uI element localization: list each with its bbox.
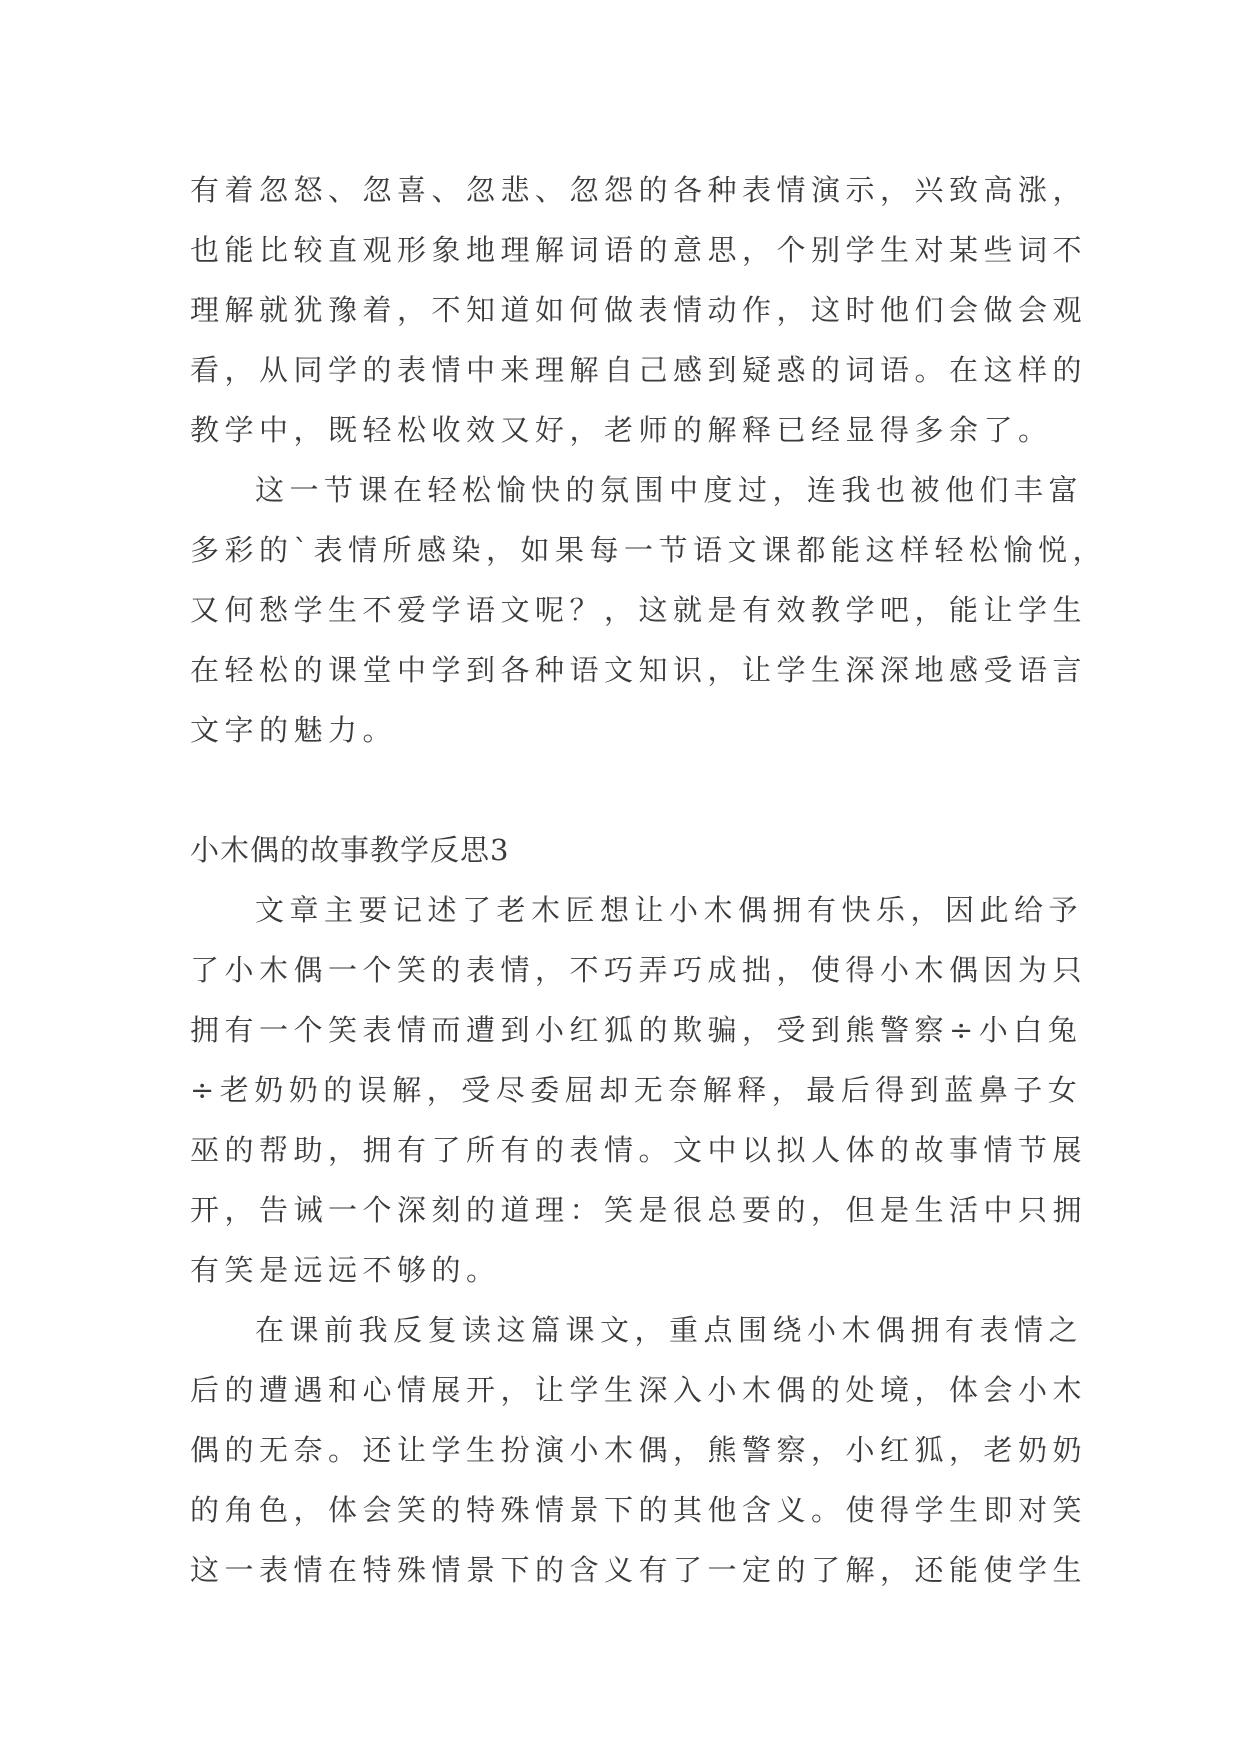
text-line: 有着忽怒、忽喜、忽悲、忽怨的各种表情演示，兴致高涨，: [190, 173, 1088, 207]
text-line: 在轻松的课堂中学到各种语文知识，让学生深深地感受语言: [190, 653, 1088, 687]
text-line: 多彩的`表情所感染，如果每一节语文课都能这样轻松愉悦，: [190, 533, 1108, 567]
text-line: 这一表情在特殊情景下的含义有了一定的了解，还能使学生: [190, 1553, 1088, 1587]
text-line: 开，告诫一个深刻的道理：笑是很总要的，但是生活中只拥: [190, 1193, 1088, 1227]
text-line: 文字的魅力。: [190, 713, 398, 747]
text-line: 偶的无奈。还让学生扮演小木偶，熊警察，小红狐，老奶奶: [190, 1433, 1088, 1467]
text-line: 了小木偶一个笑的表情，不巧弄巧成拙，使得小木偶因为只: [190, 953, 1088, 987]
text-line: 教学中，既轻松收效又好，老师的解释已经显得多余了。: [190, 413, 1053, 447]
text-line: 看，从同学的表情中来理解自己感到疑惑的词语。在这样的: [190, 353, 1088, 387]
text-line: 也能比较直观形象地理解词语的意思，个别学生对某些词不: [190, 233, 1088, 267]
text-line: 理解就犹豫着，不知道如何做表情动作，这时他们会做会观: [190, 293, 1088, 327]
paragraph: [190, 160, 1088, 460]
text-line: 又何愁学生不爱学语文呢？，这就是有效教学吧，能让学生: [190, 593, 1088, 627]
text-line: 文章主要记述了老木匠想让小木偶拥有快乐，因此给予: [255, 893, 1084, 927]
text-line: 拥有一个笑表情而遭到小红狐的欺骗，受到熊警察÷小白兔: [190, 1013, 1083, 1047]
text-line: 有笑是远远不够的。: [190, 1253, 501, 1287]
section-spacer: [190, 760, 1060, 820]
section-heading: 小木偶的故事教学反思3: [190, 833, 510, 867]
paragraph: [190, 880, 1088, 1300]
paragraph: [190, 1300, 1088, 1600]
text-line: 的角色，体会笑的特殊情景下的其他含义。使得学生即对笑: [190, 1493, 1088, 1527]
text-line: 这一节课在轻松愉快的氛围中度过，连我也被他们丰富: [255, 473, 1084, 507]
paragraph: [190, 460, 1108, 760]
text-line: 巫的帮助，拥有了所有的表情。文中以拟人体的故事情节展: [190, 1133, 1088, 1167]
text-line: 后的遭遇和心情展开，让学生深入小木偶的处境，体会小木: [190, 1373, 1088, 1407]
text-line: 在课前我反复读这篇课文，重点围绕小木偶拥有表情之: [255, 1313, 1084, 1347]
document-body: [190, 160, 1108, 1600]
text-line: ÷老奶奶的误解，受尽委屈却无奈解释，最后得到蓝鼻子女: [190, 1073, 1083, 1107]
